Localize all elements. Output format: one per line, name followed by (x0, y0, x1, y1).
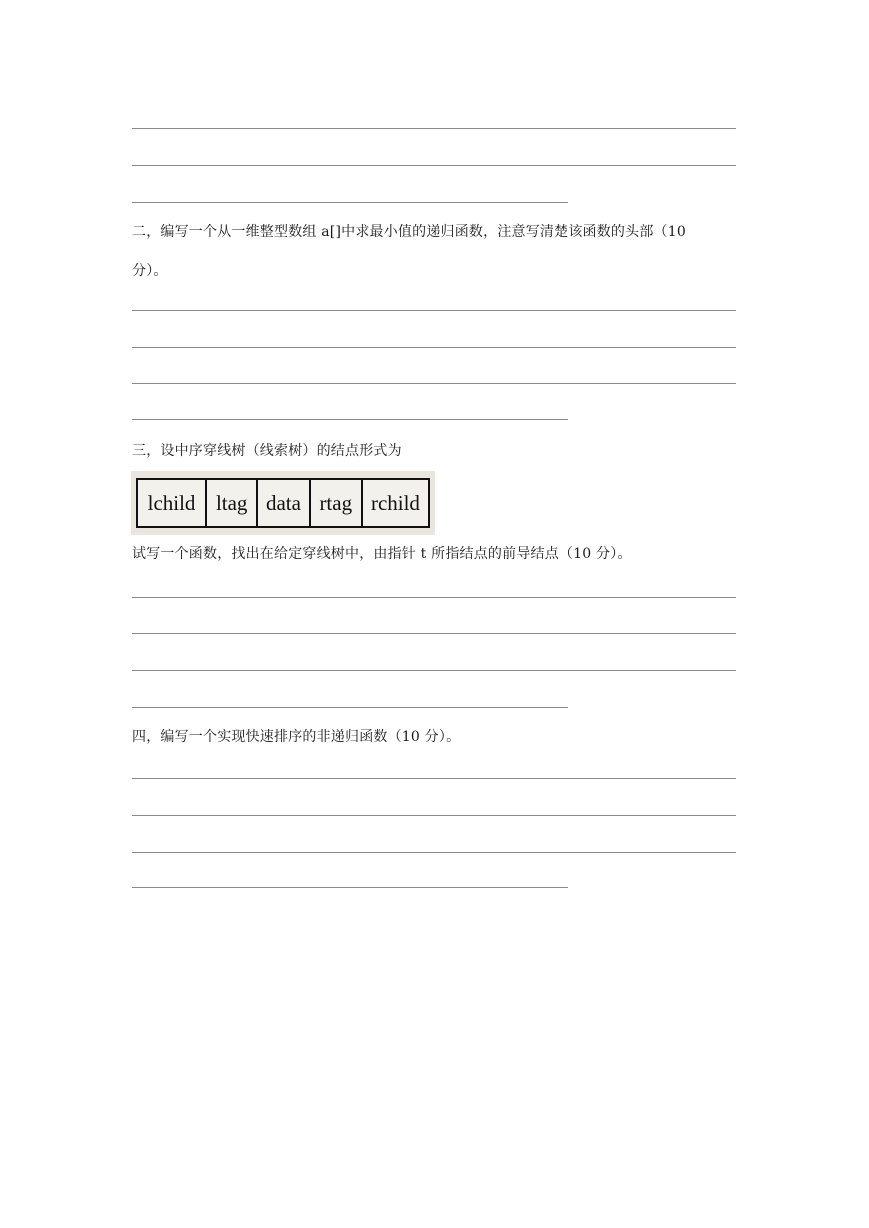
answer-line (132, 310, 736, 311)
node-field-rchild: rchild (370, 490, 420, 515)
answer-line (132, 165, 736, 166)
question-2-line-1: 二，编写一个从一维整型数组 a[]中求最小值的递归函数，注意写清楚该函数的头部（10 (132, 224, 686, 240)
answer-line (132, 597, 736, 598)
question-2-line-2: 分）。 (132, 263, 168, 279)
answer-line (132, 887, 568, 888)
answer-line (132, 815, 736, 816)
answer-line (132, 128, 736, 129)
answer-line (132, 778, 736, 779)
answer-line (132, 707, 568, 708)
answer-line (132, 852, 736, 853)
question-3-line-1: 三，设中序穿线树（线索树）的结点形式为 (132, 443, 402, 459)
node-field-ltag: ltag (207, 480, 258, 526)
answer-line (132, 383, 736, 384)
answer-line (132, 202, 568, 203)
node-field-lchild: lchild (138, 480, 207, 526)
node-field-row (136, 478, 430, 528)
answer-line (132, 419, 568, 420)
question-4-line-1: 四，编写一个实现快速排序的非递归函数（10 分）。 (132, 729, 461, 745)
thread-node-structure-figure (131, 471, 435, 535)
question-3-line-2: 试写一个函数，找出在给定穿线树中，由指针 t 所指结点的前导结点（10 分）。 (132, 546, 632, 562)
node-field-data: data (258, 480, 310, 526)
answer-line (132, 670, 736, 671)
answer-line (132, 347, 736, 348)
node-field-rtag: rtag (311, 480, 363, 526)
answer-line (132, 633, 736, 634)
